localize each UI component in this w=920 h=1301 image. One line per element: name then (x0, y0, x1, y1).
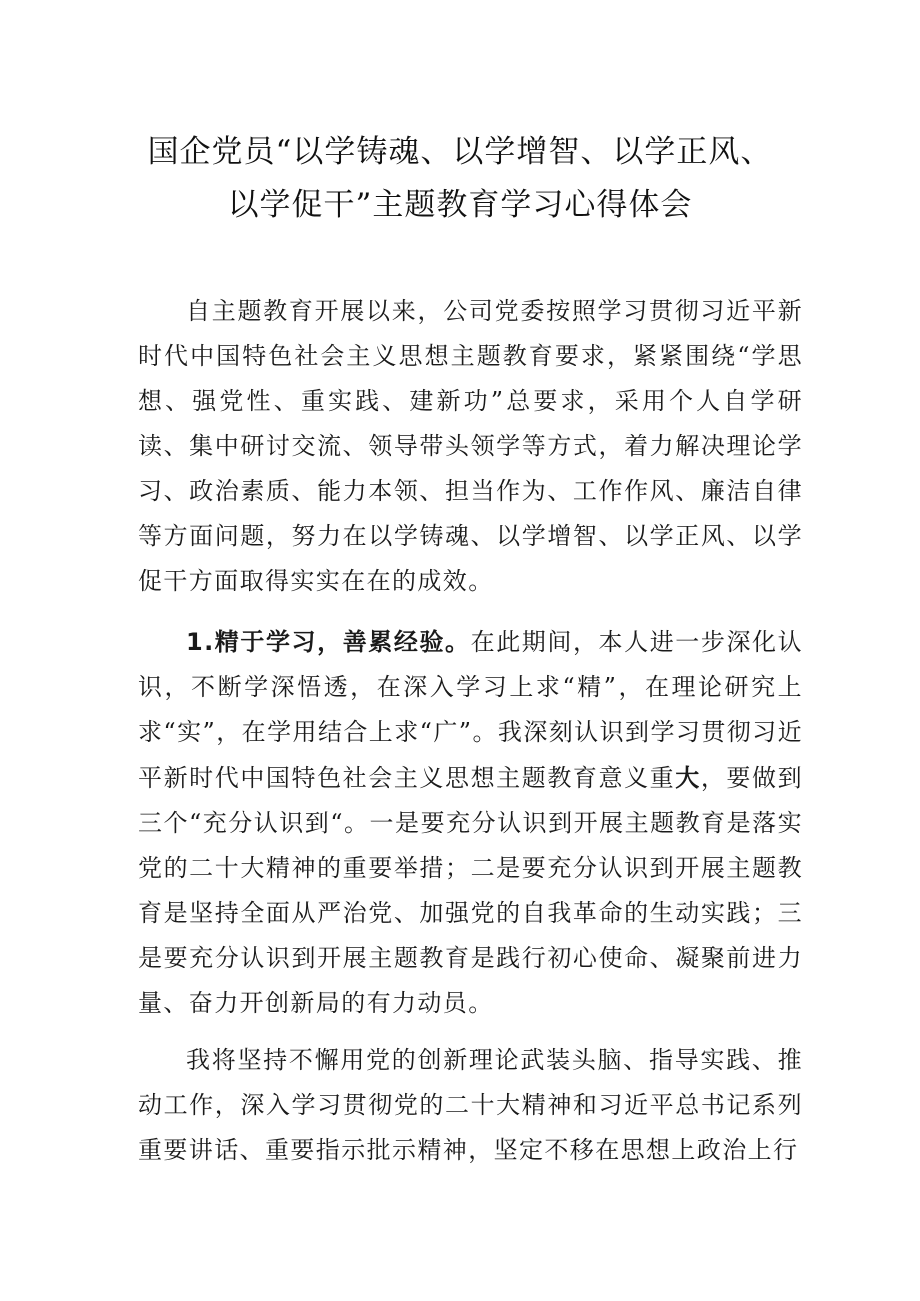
section-1-emphasis: 大 (675, 763, 701, 792)
section-1-paragraph (138, 620, 803, 1026)
section-1-text-b: ，要做到三个“充分认识到“。一是要充分认识到开展主题教育是落实党的二十大精神的重要举措；二是要充分认识到开展主题教育是坚持全面从严治党、加强党的自我革命的生动实践；三是要充分认识到开展主题教育是践行初心使命、凝聚前进力量、奋力开创新局的有力动员。 (138, 764, 803, 1017)
commitment-paragraph: 我将坚持不懈用党的创新理论武装头脑、指导实践、推动工作，深入学习贯彻党的二十大精神和习近平总书记系列重要讲话、重要指示批示精神，坚定不移在思想上政治上行 (138, 1046, 803, 1164)
document-title-line-2: 以学促干”主题教育学习心得体会 (227, 187, 693, 223)
document-title-line-1: 国企党员“以学铸魂、以学增智、以学正风、 (147, 134, 773, 170)
section-1-text-a: 在此期间，本人进一步深化认识，不断学深悟透，在深入学习上求“精”，在理论研究上求“实”，在学用结合上求“广”。我深刻认识到学习贯彻习近平新时代中国特色社会主义思想主题教育意义重 (138, 628, 804, 792)
intro-paragraph: 自主题教育开展以来，公司党委按照学习贯彻习近平新时代中国特色社会主义思想主题教育要求，紧紧围绕“学思想、强党性、重实践、建新功”总要求，采用个人自学研读、集中研讨交流、领导带头领学等方式，着力解决理论学习、政治素质、能力本领、担当作为、工作作风、廉洁自律等方面问题，努力在以学铸魂、以学增智、以学正风、以学促干方面取得实实在在的成效。 (138, 297, 803, 595)
section-1-heading: 1.精于学习，善累经验。 (186, 628, 471, 656)
